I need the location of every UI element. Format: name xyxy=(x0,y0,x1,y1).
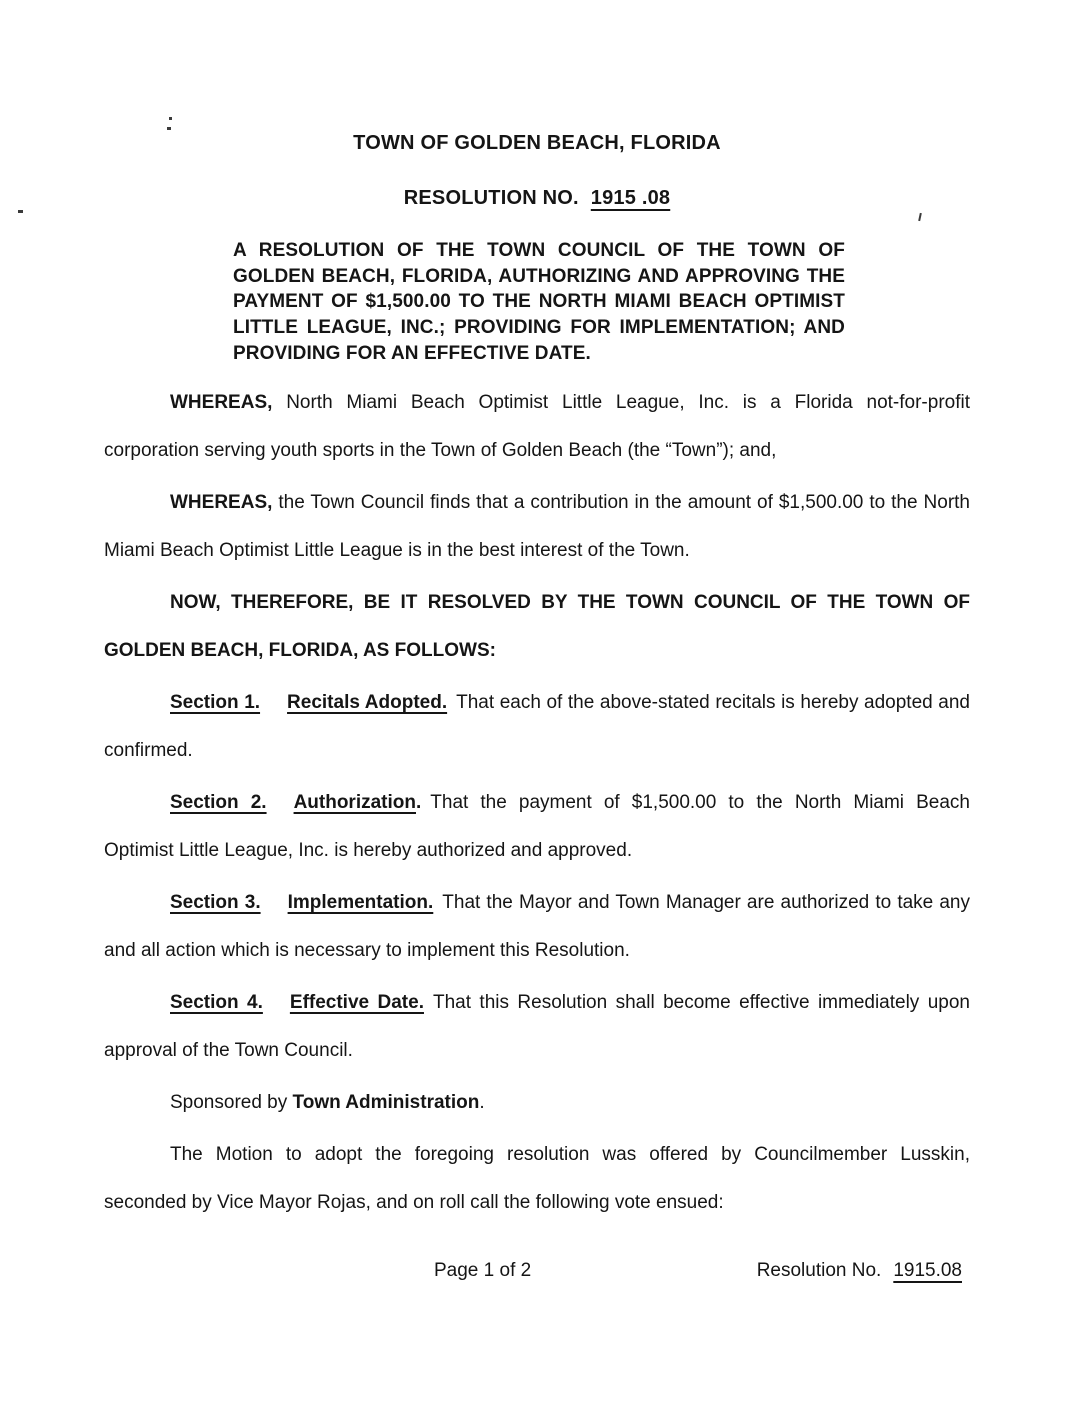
section-number: Section 3. xyxy=(170,891,261,913)
resolution-number-label: RESOLUTION NO. xyxy=(403,187,579,209)
page-footer xyxy=(104,1258,970,1284)
footer-resolution xyxy=(757,1258,962,1284)
section-number: Section 2. xyxy=(170,791,267,813)
section-text: That this Resolution shall become effective immediately upon approval of the Town Council. xyxy=(104,991,970,1061)
whereas-lead: WHEREAS, xyxy=(170,491,273,513)
whereas-clause-1 xyxy=(104,379,970,475)
motion-paragraph: The Motion to adopt the foregoing resolution was offered by Councilmember Lusskin, seconded by Vice Mayor Rojas, and on roll call the following vote ensued: xyxy=(104,1143,970,1213)
resolution-caption: A RESOLUTION OF THE TOWN COUNCIL OF THE TOWN OF GOLDEN BEACH, FLORIDA, AUTHORIZING AND APPROVING THE PAYMENT OF $1,500.00 TO THE NORTH MIAMI BEACH OPTIMIST LITTLE LEAGUE, INC.; PROVIDING FOR IMPLEMENTATION; AND PROVIDING FOR AN EFFECTIVE DATE. xyxy=(233,240,845,364)
section-text: That the Mayor and Town Manager are authorized to take any and all action which is necessary to implement this Resolution. xyxy=(104,891,970,961)
section-1 xyxy=(104,679,970,775)
section-2 xyxy=(104,779,970,875)
sponsored-line xyxy=(104,1079,970,1127)
footer-resolution-label: Resolution No. xyxy=(756,1260,882,1281)
section-text: That the payment of $1,500.00 to the North Miami Beach Optimist Little League, Inc. is hereby authorized and approved. xyxy=(104,791,970,861)
section-text: That each of the above-stated recitals is hereby adopted and confirmed. xyxy=(104,691,970,761)
section-3 xyxy=(104,879,970,975)
sponsor-name: Town Administration xyxy=(292,1091,480,1113)
section-heading: Authorization xyxy=(293,791,416,813)
section-number: Section 1. xyxy=(170,691,261,713)
whereas-clause-2 xyxy=(104,479,970,575)
section-heading: Recitals Adopted. xyxy=(287,691,448,713)
footer-resolution-number: 1915.08 xyxy=(893,1260,962,1281)
scan-artifact xyxy=(167,127,171,130)
section-heading: Implementation. xyxy=(287,891,434,913)
sponsored-suffix: . xyxy=(479,1091,485,1113)
page-number: Page 1 of 2 xyxy=(434,1260,532,1281)
section-4 xyxy=(104,979,970,1075)
document-title: TOWN OF GOLDEN BEACH, FLORIDA xyxy=(353,132,721,154)
resolution-number-value: 1915 .08 xyxy=(590,187,671,209)
scan-artifact xyxy=(18,210,23,213)
section-number: Section 4. xyxy=(170,991,263,1013)
document-body xyxy=(104,131,970,1231)
whereas-text: the Town Council finds that a contribution in the amount of $1,500.00 to the North Miami Beach Optimist Little League is in the best interest of the Town. xyxy=(104,491,970,561)
sponsored-lead: Sponsored by xyxy=(170,1091,293,1113)
section-heading: Effective Date. xyxy=(289,991,424,1013)
whereas-lead: WHEREAS, xyxy=(170,391,273,413)
scan-artifact xyxy=(169,117,172,120)
resolution-number-line xyxy=(104,186,970,210)
resolved-clause: NOW, THEREFORE, BE IT RESOLVED BY THE TOWN COUNCIL OF THE TOWN OF GOLDEN BEACH, FLORIDA, AS FOLLOWS: xyxy=(104,591,970,661)
section-heading-suffix: . xyxy=(416,791,422,813)
whereas-text: North Miami Beach Optimist Little League, Inc. is a Florida not-for-profit corporation serving youth sports in the Town of Golden Beach (the “Town”); and, xyxy=(104,391,970,461)
